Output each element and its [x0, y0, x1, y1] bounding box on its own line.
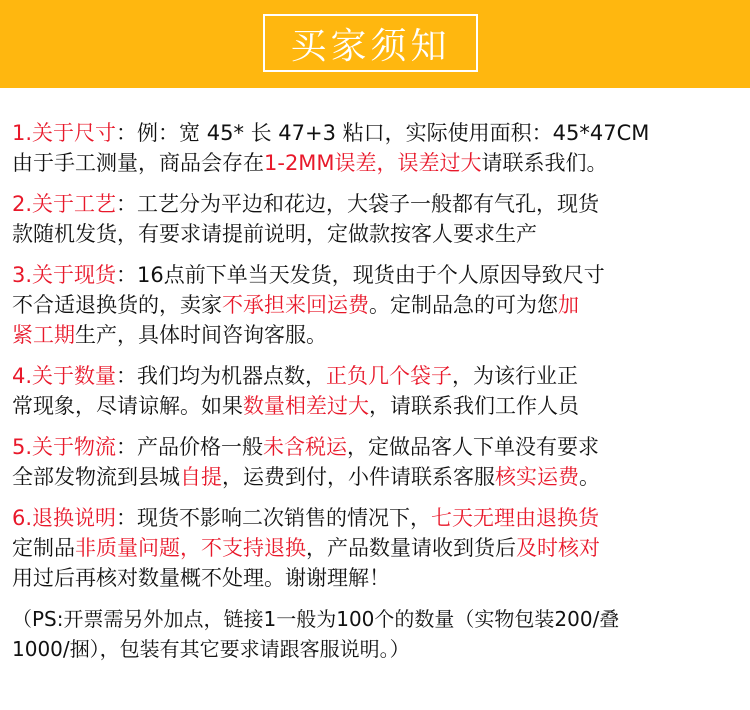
notice-line — [12, 391, 742, 421]
body-text: 用过后再核对数量概不处理。谢谢理解！ — [12, 566, 390, 590]
body-text: ：例：宽 45* 长 47+3 粘口，实际使用面积：45*47CM — [116, 121, 650, 145]
notice-line — [12, 533, 742, 563]
body-text: ：产品价格一般 — [116, 435, 264, 459]
highlight-text: 5.关于物流 — [12, 435, 117, 459]
highlight-text: 正负几个袋子 — [326, 364, 453, 388]
body-text: ，为该行业正 — [452, 364, 579, 388]
body-text: ，请联系我们工作人员 — [369, 394, 579, 418]
highlight-text: 3.关于现货 — [12, 263, 117, 287]
highlight-text: 紧工期 — [12, 323, 75, 347]
body-text: ：工艺分为平边和花边，大袋子一般都有气孔，现货 — [116, 192, 600, 216]
page-title: 买家须知 — [263, 14, 478, 72]
body-text: ，运费到付，小件请联系客服 — [222, 465, 495, 489]
highlight-text: 6.退换说明 — [12, 506, 117, 530]
ps-note — [12, 604, 742, 664]
body-text: ：16点前下单当天发货，现货由于个人原因导致尺寸 — [116, 263, 605, 287]
notice-line — [12, 118, 742, 148]
notice-line — [12, 604, 742, 634]
notice-line — [12, 462, 742, 492]
notice-line — [12, 503, 742, 533]
highlight-text: 1-2MM误差，误差过大 — [264, 151, 482, 175]
highlight-text: 及时核对 — [516, 536, 600, 560]
body-text: ：现货不影响二次销售的情况下， — [116, 506, 432, 530]
highlight-text: 自提 — [180, 465, 222, 489]
highlight-text: 加 — [558, 293, 579, 317]
notice-section — [12, 189, 742, 249]
body-text: 请联系我们。 — [481, 151, 608, 175]
notice-line — [12, 563, 742, 593]
notice-line — [12, 361, 742, 391]
body-text: 1000/捆），包装有其它要求请跟客服说明。） — [12, 637, 410, 661]
notice-line — [12, 432, 742, 462]
highlight-text: 不承担来回运费 — [222, 293, 369, 317]
notice-section — [12, 118, 742, 178]
notice-section — [12, 432, 742, 492]
notice-line — [12, 219, 742, 249]
notice-content — [12, 118, 742, 675]
notice-line — [12, 189, 742, 219]
notice-line — [12, 260, 742, 290]
highlight-text: 1.关于尺寸 — [12, 121, 117, 145]
body-text: 不合适退换货的，卖家 — [12, 293, 222, 317]
notice-line — [12, 634, 742, 664]
notice-section — [12, 361, 742, 421]
body-text: 款随机发货，有要求请提前说明，定做款按客人要求生产 — [12, 222, 537, 246]
body-text: ：我们均为机器点数， — [116, 364, 327, 388]
body-text: 定制品 — [12, 536, 75, 560]
highlight-text: 未含税运 — [263, 435, 348, 459]
header-banner — [0, 0, 750, 88]
notice-line — [12, 290, 742, 320]
highlight-text: 数量相差过大 — [243, 394, 369, 418]
notice-line — [12, 320, 742, 350]
body-text: （PS:开票需另外加点，链接1一般为100个的数量（实物包装200/叠 — [12, 607, 620, 631]
notice-section — [12, 503, 742, 593]
body-text: ，定做品客人下单没有要求 — [347, 435, 600, 459]
body-text: ，产品数量请收到货后 — [306, 536, 516, 560]
body-text: 。 — [579, 465, 600, 489]
body-text: 生产，具体时间咨询客服。 — [75, 323, 327, 347]
body-text: 由于手工测量，商品会存在 — [12, 151, 264, 175]
body-text: 全部发物流到县城 — [12, 465, 180, 489]
notice-line — [12, 148, 742, 178]
notice-section — [12, 260, 742, 350]
highlight-text: 非质量问题，不支持退换 — [75, 536, 306, 560]
body-text: 常现象，尽请谅解。如果 — [12, 394, 243, 418]
body-text: 。定制品急的可为您 — [369, 293, 558, 317]
highlight-text: 核实运费 — [495, 465, 579, 489]
highlight-text: 七天无理由退换货 — [431, 506, 600, 530]
highlight-text: 2.关于工艺 — [12, 192, 117, 216]
highlight-text: 4.关于数量 — [12, 364, 117, 388]
